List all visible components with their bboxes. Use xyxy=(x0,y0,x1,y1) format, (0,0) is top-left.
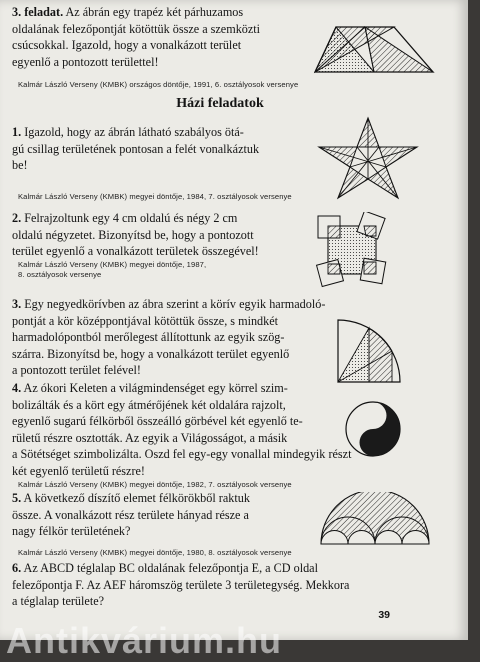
problem-text-line: Az ókori Keleten a világmindenséget egy körrel szim- xyxy=(23,381,288,395)
page-number: 39 xyxy=(378,609,390,621)
problem-text-line: oldalának felezőpontját kötöttük össze a szemközti xyxy=(12,21,261,36)
problem-text-line: szárra. Bizonyítsd be, hogy a vonalkázott terület egyenlő xyxy=(12,346,290,361)
problem-source: Kalmár László Verseny (KMBK) megyei döntője, 1980, 8. osztályosok versenye xyxy=(18,548,292,557)
problem-3 xyxy=(12,4,312,70)
yin-yang-figure xyxy=(344,400,402,458)
watermark: Antikvárium.hu xyxy=(6,620,283,661)
problem-text-line: A következő díszítő elemet félkörökből raktuk xyxy=(23,491,250,505)
homework-1 xyxy=(12,124,312,174)
problem-text-line: Az ABCD téglalap BC oldalának felezőpontja E, a CD oldal xyxy=(23,561,318,575)
problem-text-line: oldalú négyzetet. Bizonyítsd be, hogy a pontozott xyxy=(12,227,254,242)
problem-text-line: gú csillag területének pontosan a felét vonalkáztuk xyxy=(12,141,260,156)
homework-2 xyxy=(12,210,312,260)
problem-number: 4. xyxy=(12,381,22,395)
problem-text-line: össze. A vonalkázott rész területe hányad része a xyxy=(12,507,249,522)
problem-number: 6. xyxy=(12,561,22,575)
homework-6 xyxy=(12,560,452,610)
problem-number: 2. xyxy=(12,211,22,225)
problem-text-line: egyenlő a pontozott területtel! xyxy=(12,54,159,69)
problem-text-line: Felrajzoltunk egy 4 cm oldalú és négy 2 cm xyxy=(24,211,238,225)
problem-source: Kalmár László Verseny (KMBK) országos döntője, 1991, 6. osztályosok versenye xyxy=(18,80,299,89)
problem-source: 8. osztályosok versenye xyxy=(18,270,102,279)
quarter-circle-figure xyxy=(336,318,402,384)
problem-text-line: harmadolópontból merőlegest állítottunk az egyik szög- xyxy=(12,330,285,345)
problem-source: Kalmár László Verseny (KMBK) megyei döntője, 1987, xyxy=(18,260,207,269)
problem-text-line: egyenlő sugarú félkörből összeálló görbével két egyenlő te- xyxy=(12,414,303,429)
problem-number: 3. xyxy=(12,297,22,311)
problem-text-line: a pontozott terület felével! xyxy=(12,363,141,378)
star-figure xyxy=(316,116,420,200)
problem-text-line: pontját a kör középpontjával kötöttük össze, s mindkét xyxy=(12,313,279,328)
problem-number: 1. xyxy=(12,125,22,139)
problem-source: Kalmár László Verseny (KMBK) megyei döntője, 1984, 7. osztályosok versenye xyxy=(18,192,292,201)
problem-text-line: bolizálták és a kört egy átmérőjének két oldalára rajzolt, xyxy=(12,397,286,412)
problem-text-line: a téglalap területe? xyxy=(12,594,105,609)
squares-figure xyxy=(316,212,388,290)
problem-text-line: Az ábrán egy trapéz két párhuzamos xyxy=(65,5,244,19)
problem-text-line: rületű részre osztották. Az egyik a Világosságot, a másik xyxy=(12,430,288,445)
problem-text-line: terület egyenlő a vonalkázott területek összegével! xyxy=(12,244,259,259)
problem-text-line: Egy negyedkörívben az ábra szerint a körív egyik harmadoló- xyxy=(24,297,326,311)
problem-text-line: csúcsokkal. Igazold, hogy a vonalkázott terület xyxy=(12,38,242,53)
problem-source: Kalmár László Verseny (KMBK) megyei döntője, 1982, 7. osztályosok versenye xyxy=(18,480,292,489)
problem-text-line: Igazold, hogy az ábrán látható szabályos ötá- xyxy=(24,125,244,139)
problem-text-line: nagy félkör területének? xyxy=(12,524,131,539)
trapezoid-figure xyxy=(312,22,436,78)
problem-number: 5. xyxy=(12,491,22,505)
problem-text-line: be! xyxy=(12,158,28,173)
semicircles-figure xyxy=(318,492,432,548)
section-title: Házi feladatok xyxy=(176,96,264,111)
homework-5 xyxy=(12,490,322,540)
homework-3 xyxy=(12,296,332,379)
problem-text-line: két egyenlő területű részre! xyxy=(12,463,145,478)
problem-text-line: a Sötétséget szimbolizálta. Oszd fel egy-egy vonallal mindegyik részt xyxy=(12,447,352,462)
problem-text-line: felezőpontja F. Az AEF háromszög területe 3 területegység. Mekkora xyxy=(12,577,350,592)
problem-number: 3. feladat. xyxy=(12,5,64,19)
